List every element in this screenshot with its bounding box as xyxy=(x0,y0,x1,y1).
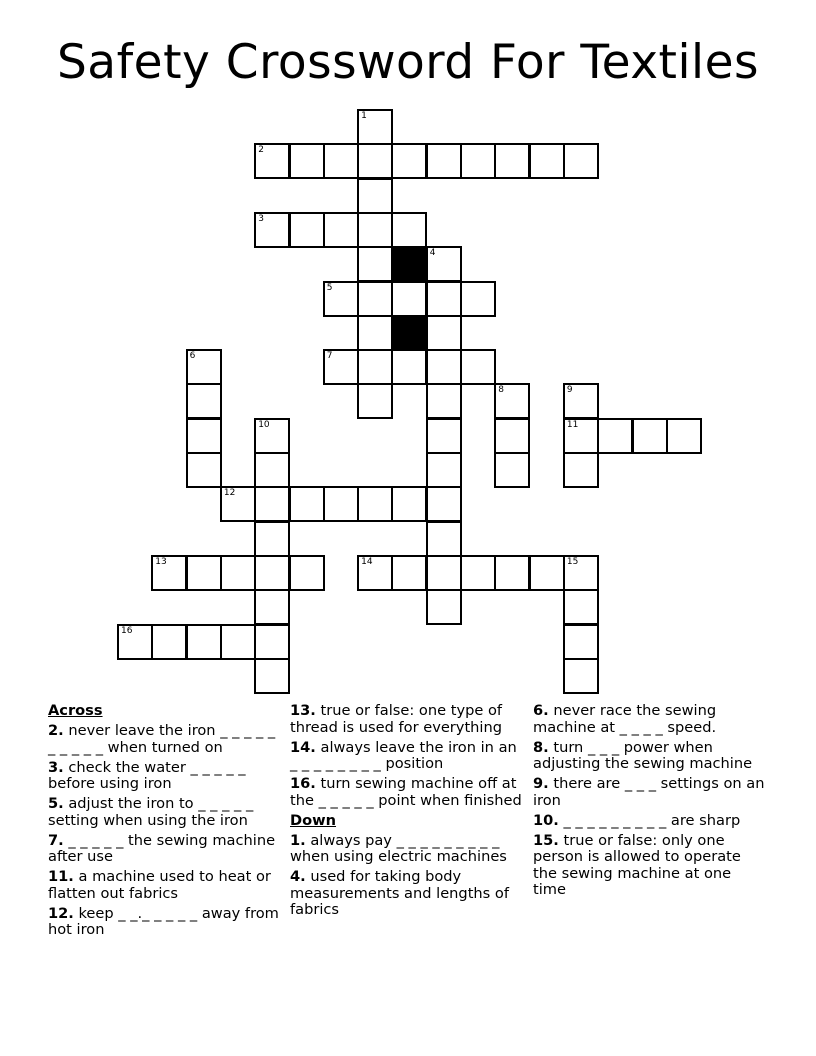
clue-item-number: 6. xyxy=(533,702,549,719)
clue-item xyxy=(290,869,522,919)
clue-item xyxy=(48,723,280,756)
clue-item-text: true or false: only one person is allowed to operate the sewing machine at one time xyxy=(533,831,741,898)
grid-cell[interactable] xyxy=(220,555,256,591)
grid-cell[interactable] xyxy=(529,555,565,591)
grid-cell[interactable] xyxy=(323,143,359,179)
grid-cell[interactable] xyxy=(254,658,290,694)
grid-cell[interactable] xyxy=(460,555,496,591)
clue-item-text: there are _ _ _ settings on an iron xyxy=(533,775,765,809)
grid-cell[interactable] xyxy=(391,555,427,591)
grid-cell[interactable] xyxy=(357,246,393,282)
clues-column-3 xyxy=(533,703,765,902)
grid-cell[interactable] xyxy=(529,143,565,179)
grid-cell[interactable] xyxy=(460,349,496,385)
clue-item-text: always pay _ _ _ _ _ _ _ _ _ when using electric machines xyxy=(290,831,507,865)
grid-cell[interactable] xyxy=(323,281,359,317)
grid-cell[interactable] xyxy=(323,212,359,248)
clue-item-text: _ _ _ _ _ _ _ _ _ are sharp xyxy=(558,811,741,829)
clue-item-text: a machine used to heat or flatten out fabrics xyxy=(48,868,271,902)
clue-number: 10 xyxy=(258,419,270,430)
clue-item xyxy=(533,813,765,830)
grid-cell[interactable] xyxy=(494,143,530,179)
down-heading: Down xyxy=(290,811,337,829)
grid-cell[interactable] xyxy=(357,143,393,179)
grid-cell[interactable] xyxy=(391,281,427,317)
grid-cell[interactable] xyxy=(426,143,462,179)
grid-cell[interactable] xyxy=(494,383,530,419)
clue-number: 8 xyxy=(498,385,505,396)
clue-number: 4 xyxy=(429,248,436,259)
grid-cell[interactable] xyxy=(632,418,668,454)
grid-cell[interactable] xyxy=(391,212,427,248)
grid-cell[interactable] xyxy=(289,486,325,522)
grid-cell[interactable] xyxy=(254,143,290,179)
grid-cell[interactable] xyxy=(186,452,222,488)
clue-item xyxy=(533,776,765,809)
grid-cell[interactable] xyxy=(186,349,222,385)
grid-cell[interactable] xyxy=(151,624,187,660)
grid-cell[interactable] xyxy=(426,452,462,488)
grid-cell[interactable] xyxy=(426,521,462,557)
grid-cell[interactable] xyxy=(289,555,325,591)
grid-cell[interactable] xyxy=(186,418,222,454)
clue-item xyxy=(48,869,280,902)
clue-item-number: 5. xyxy=(48,795,64,812)
grid-cell[interactable] xyxy=(494,418,530,454)
grid-cell[interactable] xyxy=(357,109,393,145)
grid-cell[interactable] xyxy=(254,212,290,248)
clue-item xyxy=(533,703,765,736)
clue-item-number: 11. xyxy=(48,868,74,885)
clues-column-2 xyxy=(290,703,522,922)
clue-item-number: 8. xyxy=(533,738,549,756)
grid-cell[interactable] xyxy=(289,143,325,179)
grid-cell[interactable] xyxy=(186,383,222,419)
grid-cell[interactable] xyxy=(254,452,290,488)
clue-item xyxy=(48,906,280,939)
grid-cell[interactable] xyxy=(220,486,256,522)
clue-number: 15 xyxy=(566,556,579,567)
page-title: Safety Crossword For Textiles xyxy=(56,35,760,90)
clue-item xyxy=(290,740,522,773)
grid-cell[interactable] xyxy=(563,143,599,179)
grid-cell[interactable] xyxy=(357,349,393,385)
grid-cell[interactable] xyxy=(186,624,222,660)
grid-cell[interactable] xyxy=(357,212,393,248)
grid-cell[interactable] xyxy=(357,383,393,419)
clue-number: 9 xyxy=(566,385,573,396)
grid-cell[interactable] xyxy=(460,281,496,317)
grid-cell[interactable] xyxy=(460,143,496,179)
clue-item-number: 16. xyxy=(290,775,316,792)
grid-cell[interactable] xyxy=(426,555,462,591)
clue-item-text: check the water _ _ _ _ _ before using iron xyxy=(48,758,246,792)
clue-item-number: 7. xyxy=(48,831,64,849)
grid-block-cell xyxy=(391,246,427,282)
grid-cell[interactable] xyxy=(357,315,393,351)
grid-cell[interactable] xyxy=(151,555,187,591)
clue-number: 13 xyxy=(155,556,167,567)
clue-item-text: never race the sewing machine at _ _ _ _ speed. xyxy=(533,702,717,736)
clue-number: 14 xyxy=(361,556,373,567)
clue-item xyxy=(533,740,765,773)
grid-cell[interactable] xyxy=(186,555,222,591)
clue-number: 1 xyxy=(361,111,367,121)
grid-cell[interactable] xyxy=(391,143,427,179)
grid-cell[interactable] xyxy=(254,486,290,522)
clue-item-text: keep _ _._ _ _ _ _ away from hot iron xyxy=(48,904,279,938)
clue-item-text: never leave the iron _ _ _ _ _ _ _ _ _ _ when turned on xyxy=(48,722,276,756)
clue-item xyxy=(48,833,280,866)
clue-item xyxy=(48,760,280,793)
clue-item-number: 3. xyxy=(48,758,64,776)
clue-item-number: 12. xyxy=(48,904,74,922)
clues-column-1 xyxy=(48,703,280,942)
grid-cell[interactable] xyxy=(426,315,462,351)
grid-cell[interactable] xyxy=(357,486,393,522)
grid-cell[interactable] xyxy=(426,349,462,385)
clue-item xyxy=(290,703,522,736)
grid-cell[interactable] xyxy=(563,418,599,454)
grid-cell[interactable] xyxy=(494,452,530,488)
clue-item xyxy=(48,796,280,829)
grid-cell[interactable] xyxy=(289,212,325,248)
clue-item-number: 13. xyxy=(290,702,316,719)
grid-cell[interactable] xyxy=(391,349,427,385)
grid-cell[interactable] xyxy=(666,418,702,454)
clue-number: 5 xyxy=(326,282,333,293)
across-heading: Across xyxy=(48,702,103,719)
grid-cell[interactable] xyxy=(426,486,462,522)
grid-cell[interactable] xyxy=(220,624,256,660)
clue-item-text: turn sewing machine off at the _ _ _ _ _ point when finished xyxy=(290,775,522,809)
clue-item-number: 4. xyxy=(290,868,306,885)
clue-item-text: turn _ _ _ power when adjusting the sewing machine xyxy=(533,738,753,772)
grid-cell[interactable] xyxy=(563,383,599,419)
grid-cell[interactable] xyxy=(563,658,599,694)
grid-cell[interactable] xyxy=(391,486,427,522)
grid-cell[interactable] xyxy=(357,555,393,591)
grid-cell[interactable] xyxy=(563,555,599,591)
grid-cell[interactable] xyxy=(323,349,359,385)
clue-item-number: 14. xyxy=(290,738,316,756)
clue-item-number: 15. xyxy=(533,831,559,849)
grid-cell[interactable] xyxy=(254,624,290,660)
clue-item xyxy=(290,833,522,866)
grid-cell[interactable] xyxy=(426,246,462,282)
grid-cell[interactable] xyxy=(254,418,290,454)
grid-cell[interactable] xyxy=(426,589,462,625)
clue-number: 3 xyxy=(258,213,264,224)
grid-cell[interactable] xyxy=(426,383,462,419)
clue-item-text: used for taking body measurements and lengths of fabrics xyxy=(290,868,509,918)
grid-cell[interactable] xyxy=(117,624,153,660)
clue-number: 6 xyxy=(189,351,196,362)
clue-item-number: 9. xyxy=(533,775,549,792)
grid-block-cell xyxy=(391,315,427,351)
grid-cell[interactable] xyxy=(426,281,462,317)
grid-cell[interactable] xyxy=(597,418,633,454)
clue-item-text: adjust the iron to _ _ _ _ _ setting when using the iron xyxy=(48,795,254,829)
grid-cell[interactable] xyxy=(357,178,393,214)
grid-cell[interactable] xyxy=(254,521,290,557)
grid-cell[interactable] xyxy=(563,589,599,625)
clue-number: 16 xyxy=(121,625,133,636)
grid-cell[interactable] xyxy=(426,418,462,454)
clue-item-text: _ _ _ _ _ the sewing machine after use xyxy=(48,831,276,865)
grid-cell[interactable] xyxy=(357,281,393,317)
grid-cell[interactable] xyxy=(494,555,530,591)
grid-cell[interactable] xyxy=(563,624,599,660)
grid-cell[interactable] xyxy=(323,486,359,522)
clue-item xyxy=(290,776,522,809)
clue-item xyxy=(533,833,765,899)
clue-item-text: true or false: one type of thread is used for everything xyxy=(290,702,503,736)
clue-item-number: 1. xyxy=(290,831,306,849)
grid-cell[interactable] xyxy=(563,452,599,488)
clue-number: 11 xyxy=(566,419,579,430)
grid-cell[interactable] xyxy=(254,589,290,625)
clue-number: 12 xyxy=(223,488,236,499)
clue-item-number: 2. xyxy=(48,722,64,739)
clue-number: 7 xyxy=(326,351,333,362)
clue-number: 2 xyxy=(258,145,264,156)
clue-item-text: always leave the iron in an _ _ _ _ _ _ _ _ position xyxy=(290,738,517,772)
clue-item-number: 10. xyxy=(533,811,559,829)
grid-cell[interactable] xyxy=(254,555,290,591)
